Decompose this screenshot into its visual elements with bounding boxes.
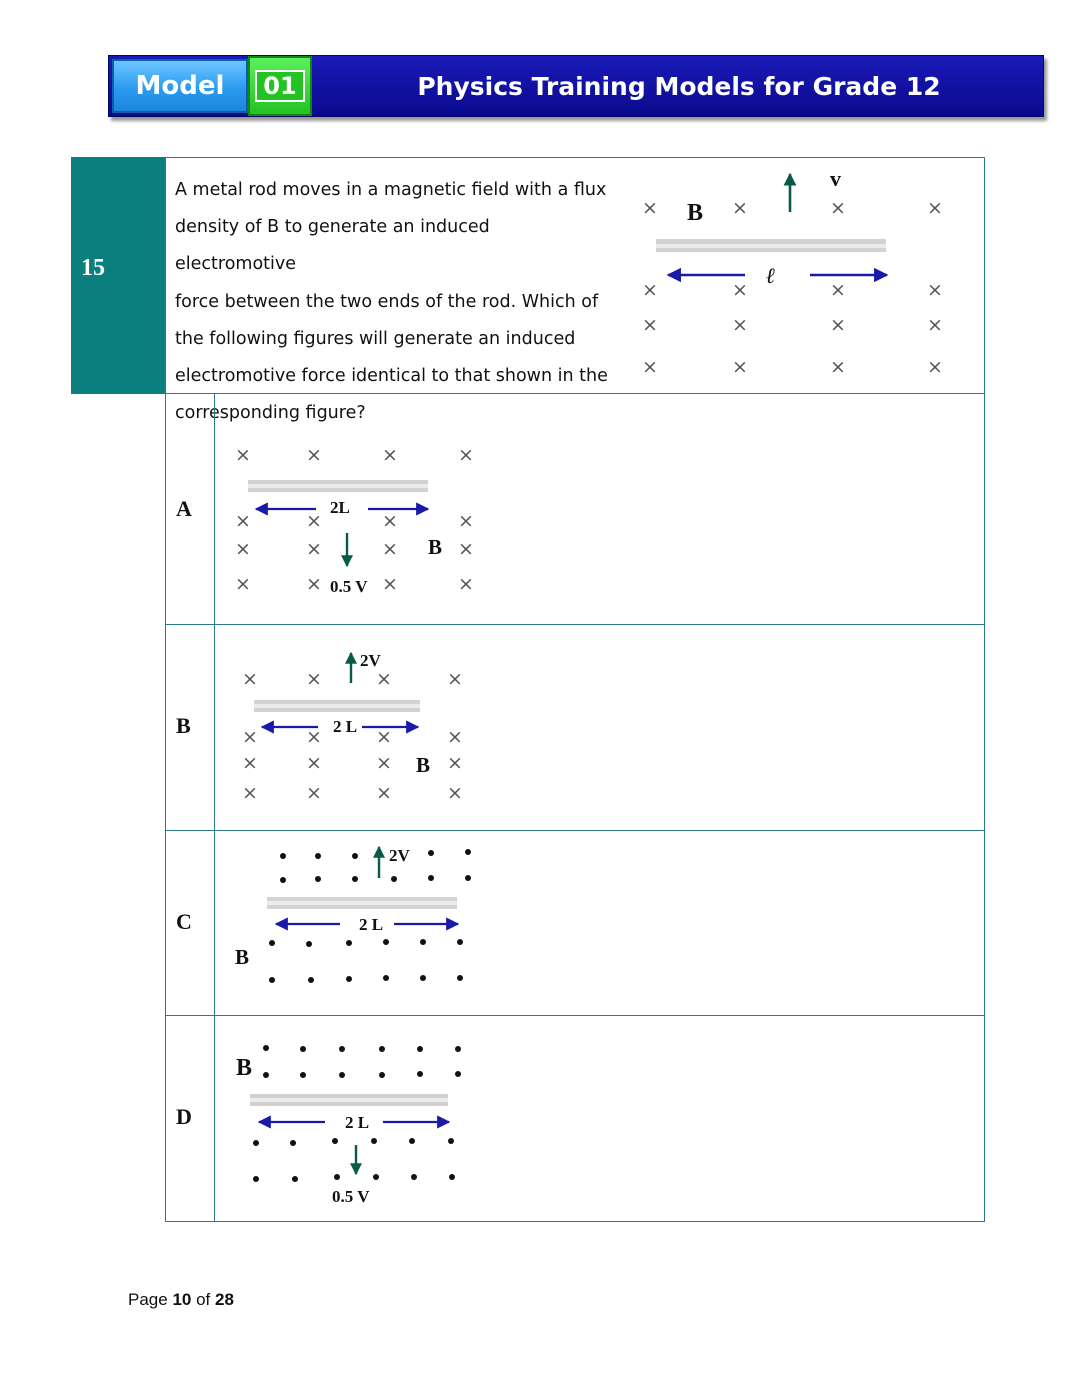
option-letter-cell — [166, 1016, 215, 1221]
model-number-badge — [248, 56, 312, 116]
option-letter: D — [176, 1104, 192, 1129]
svg-text:×: × — [235, 538, 251, 560]
option-letter-cell — [166, 394, 215, 624]
svg-text:×: × — [458, 573, 474, 595]
length-label: 2 L — [345, 1113, 370, 1132]
svg-text:×: × — [376, 782, 392, 804]
svg-text:×: × — [306, 752, 322, 774]
svg-text:×: × — [642, 197, 658, 219]
length-label: 2 L — [333, 717, 358, 736]
svg-text:×: × — [376, 726, 392, 748]
svg-text:×: × — [447, 668, 463, 690]
svg-text:×: × — [306, 538, 322, 560]
svg-text:×: × — [732, 279, 748, 301]
svg-text:×: × — [382, 444, 398, 466]
svg-text:×: × — [927, 356, 943, 378]
length-label: ℓ — [766, 263, 776, 288]
svg-text:×: × — [306, 782, 322, 804]
svg-text:×: × — [306, 510, 322, 532]
svg-text:×: × — [235, 573, 251, 595]
svg-text:×: × — [830, 197, 846, 219]
footer-separator: of — [196, 1290, 211, 1309]
svg-text:×: × — [830, 279, 846, 301]
svg-text:×: × — [927, 197, 943, 219]
option-row-b[interactable] — [165, 625, 985, 831]
footer-total-pages: 28 — [215, 1290, 234, 1309]
svg-text:×: × — [732, 197, 748, 219]
svg-text:×: × — [242, 668, 258, 690]
svg-text:×: × — [830, 314, 846, 336]
question-number-cell — [71, 157, 165, 394]
field-label: B — [428, 535, 443, 559]
svg-text:×: × — [242, 726, 258, 748]
header-banner — [108, 55, 1044, 117]
option-letter: C — [176, 909, 192, 934]
svg-text:×: × — [447, 726, 463, 748]
svg-text:×: × — [927, 314, 943, 336]
option-letter: B — [176, 713, 191, 738]
svg-text:×: × — [242, 752, 258, 774]
option-row-a[interactable] — [165, 394, 985, 625]
question-number: 15 — [81, 255, 105, 281]
svg-text:×: × — [458, 444, 474, 466]
svg-text:×: × — [732, 314, 748, 336]
option-letter: A — [176, 496, 192, 521]
model-number: 01 — [255, 70, 304, 102]
svg-text:×: × — [458, 510, 474, 532]
svg-text:×: × — [642, 314, 658, 336]
svg-text:×: × — [306, 573, 322, 595]
svg-text:×: × — [306, 668, 322, 690]
svg-text:×: × — [458, 538, 474, 560]
velocity-label: v — [830, 166, 841, 191]
field-label: B — [236, 1055, 253, 1081]
field-label: B — [687, 200, 704, 226]
svg-text:×: × — [382, 538, 398, 560]
svg-text:×: × — [642, 279, 658, 301]
svg-text:×: × — [235, 444, 251, 466]
option-letter-cell — [166, 625, 215, 830]
question-line: force between the two ends of the rod. Which of — [175, 291, 599, 312]
field-label: B — [416, 753, 431, 777]
svg-text:×: × — [376, 668, 392, 690]
svg-text:×: × — [242, 782, 258, 804]
svg-text:×: × — [382, 510, 398, 532]
option-row-c[interactable] — [165, 831, 985, 1016]
page-title: Physics Training Models for Grade 12 — [417, 71, 941, 101]
page-footer — [128, 1290, 234, 1310]
field-label: B — [235, 945, 250, 969]
question-line: electromotive force identical to that shown in the — [175, 366, 608, 387]
velocity-label: 2V — [389, 846, 410, 865]
svg-text:×: × — [235, 510, 251, 532]
svg-text:×: × — [732, 356, 748, 378]
length-label: 2L — [330, 498, 350, 517]
svg-text:×: × — [447, 782, 463, 804]
svg-text:×: × — [642, 356, 658, 378]
question-line: corresponding figure? — [175, 403, 366, 424]
svg-text:×: × — [376, 752, 392, 774]
footer-current-page: 10 — [172, 1290, 192, 1309]
svg-text:×: × — [306, 726, 322, 748]
velocity-label: 2V — [360, 651, 381, 670]
question-line: the following figures will generate an induced — [175, 328, 576, 349]
model-label: Model — [112, 59, 248, 113]
velocity-label: 0.5 V — [332, 1187, 370, 1206]
svg-text:×: × — [447, 752, 463, 774]
question-line: density of B to generate an induced electromotive — [175, 217, 490, 275]
footer-page-prefix: Page — [128, 1290, 168, 1309]
svg-text:×: × — [306, 444, 322, 466]
question-line: A metal rod moves in a magnetic field with a flux — [175, 180, 607, 200]
option-row-d[interactable] — [165, 1016, 985, 1222]
option-letter-cell — [166, 831, 215, 1015]
svg-text:×: × — [382, 573, 398, 595]
velocity-label: 0.5 V — [330, 577, 368, 596]
length-label: 2 L — [359, 915, 384, 934]
svg-text:×: × — [830, 356, 846, 378]
svg-text:×: × — [927, 279, 943, 301]
